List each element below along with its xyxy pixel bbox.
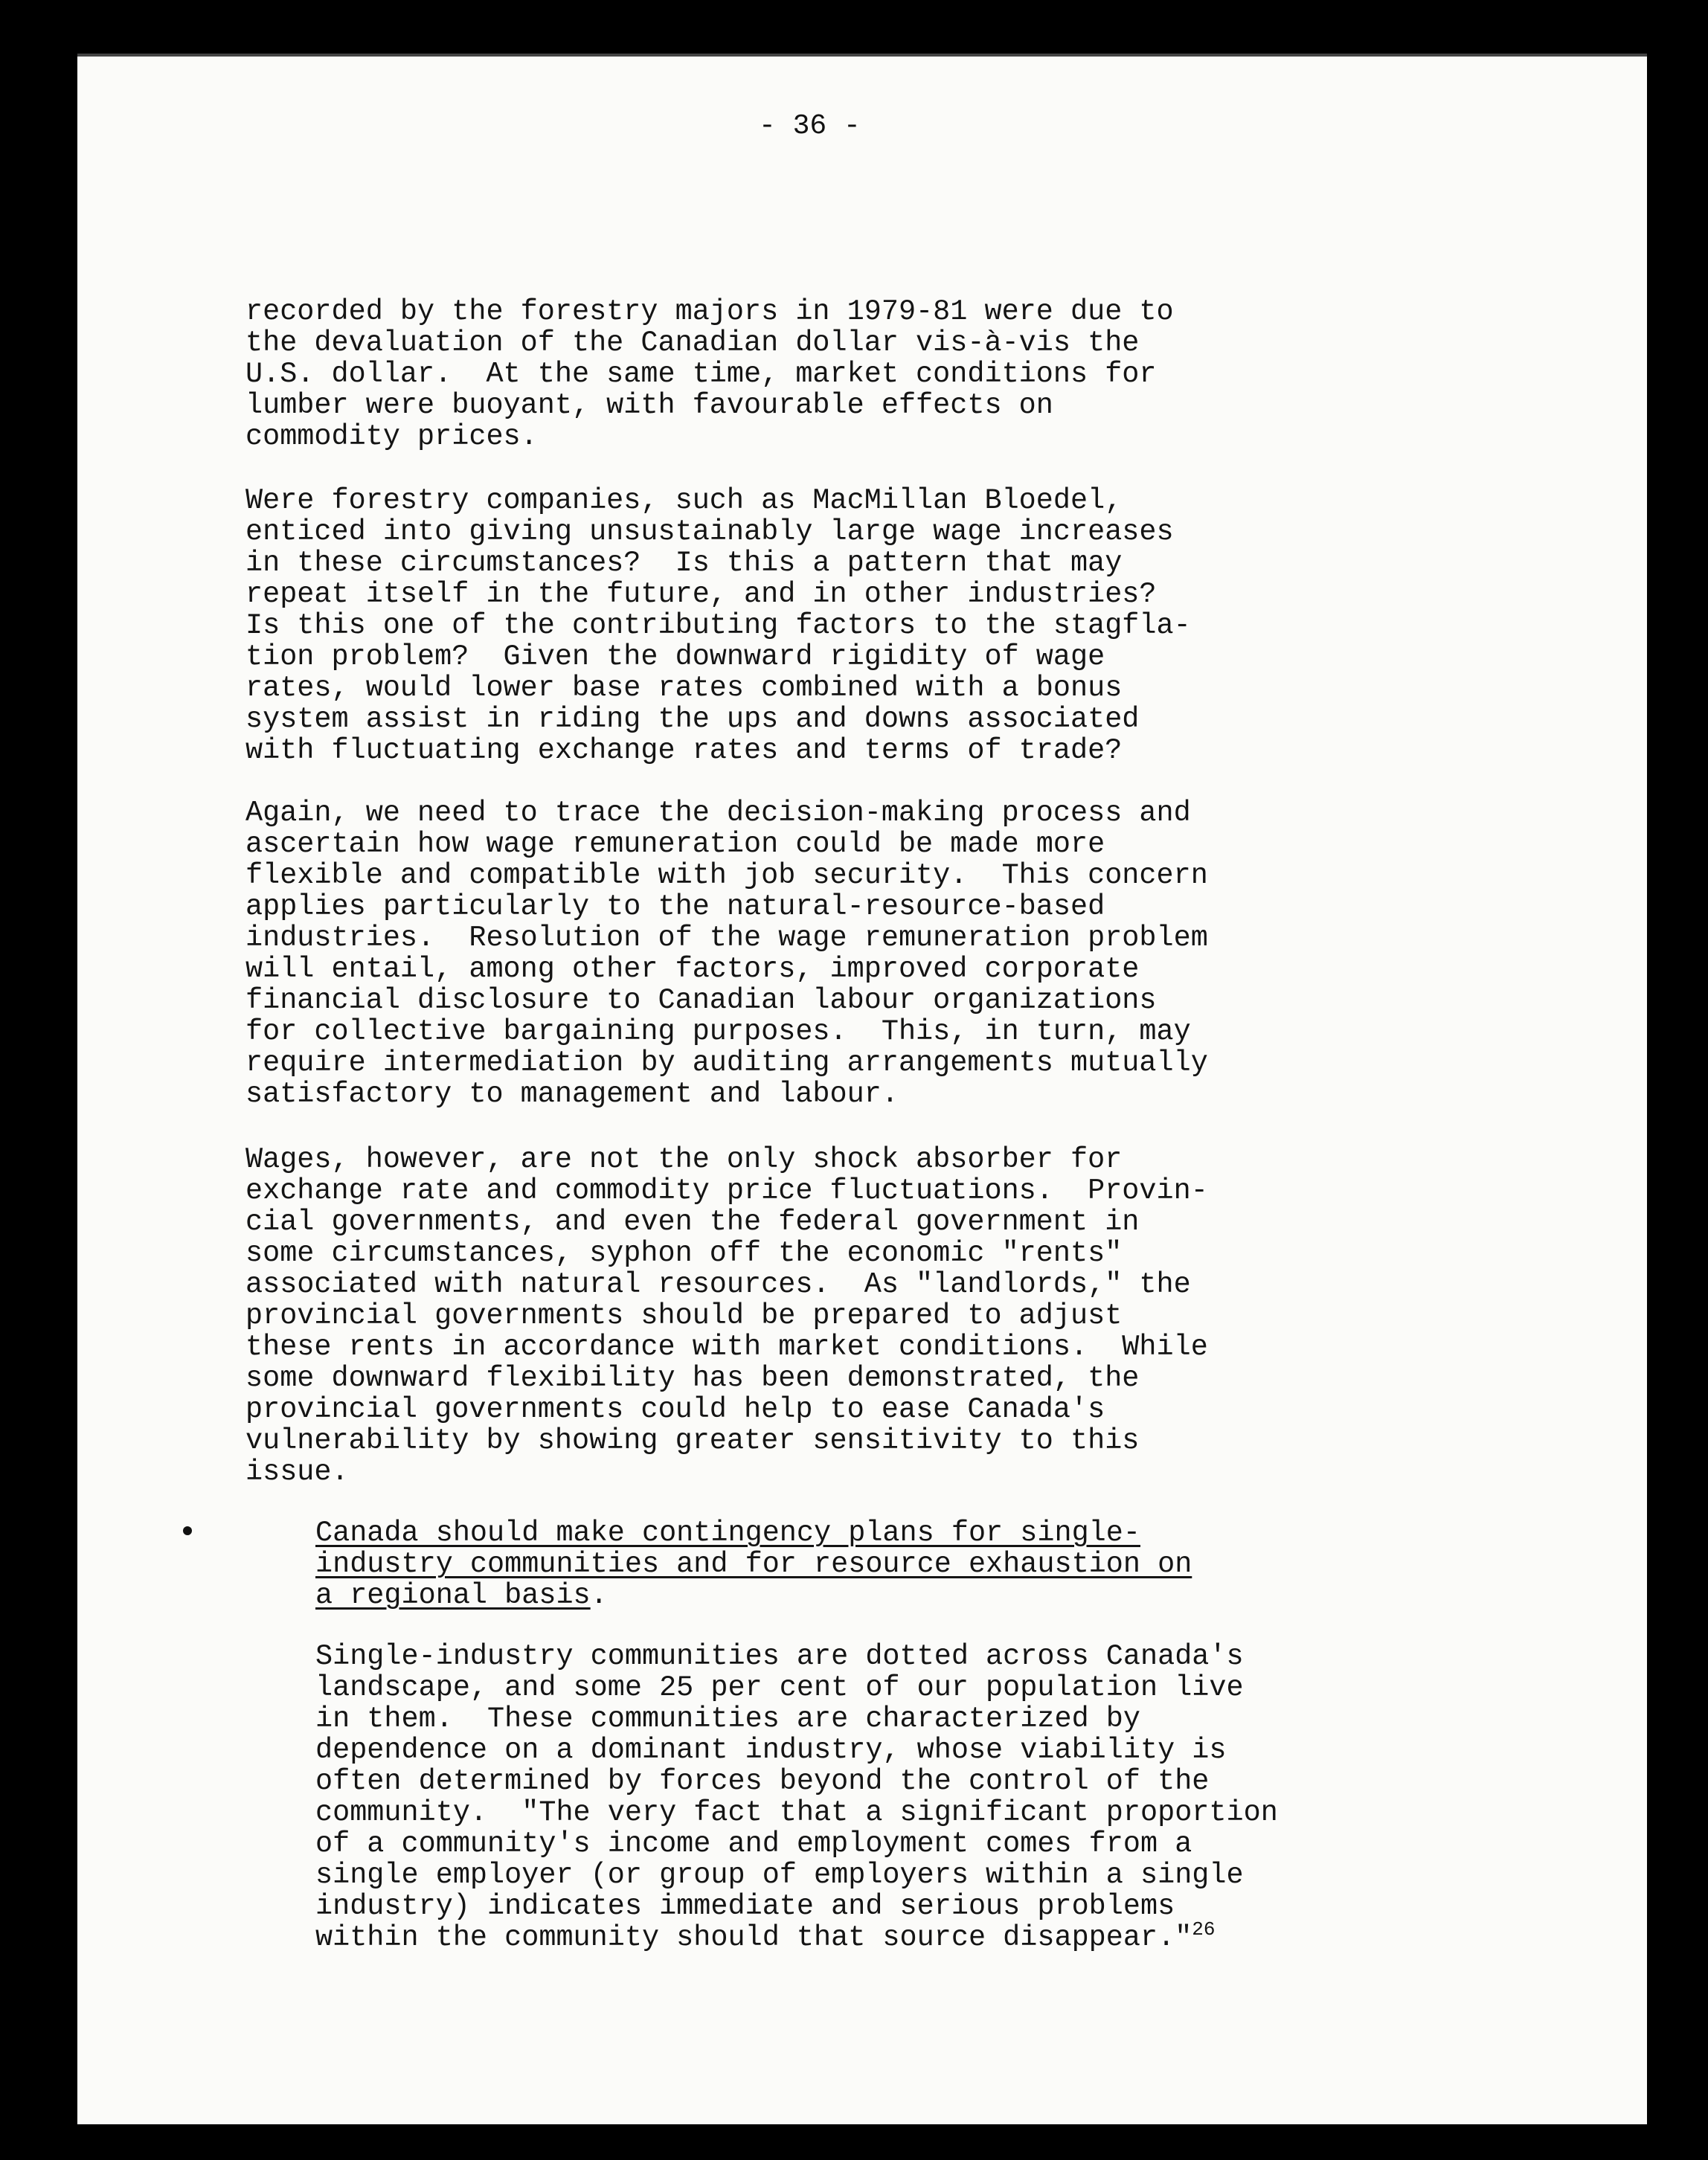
text-line: exchange rate and commodity price fluctuations. Provin- [245, 1174, 1208, 1207]
text-line: require intermediation by auditing arrangements mutually [245, 1047, 1208, 1079]
text-line: of a community's income and employment comes from a [315, 1828, 1192, 1860]
text-line: vulnerability by showing greater sensitivity to this [245, 1424, 1140, 1457]
text-line: some downward flexibility has been demonstrated, the [245, 1362, 1140, 1395]
text-line: system assist in riding the ups and downs associated [245, 703, 1140, 736]
recommendation-heading [315, 1517, 1416, 1611]
text-line: these rents in accordance with market conditions. While [245, 1331, 1208, 1363]
text-line: often determined by forces beyond the control of the [315, 1765, 1210, 1798]
text-line: Again, we need to trace the decision-making process and [245, 797, 1191, 829]
paragraph-exchange-rate [245, 296, 1406, 452]
footnote-reference: 26 [1192, 1918, 1216, 1941]
text-line: U.S. dollar. At the same time, market conditions for [245, 358, 1157, 390]
text-line: the devaluation of the Canadian dollar vis-à-vis the [245, 327, 1140, 359]
text-line: financial disclosure to Canadian labour organizations [245, 984, 1157, 1017]
paragraph-wage-questions [245, 485, 1406, 766]
paragraph-provincial-rents [245, 1144, 1406, 1488]
period-mark: . [590, 1579, 608, 1612]
text-line: enticed into giving unsustainably large wage increases [245, 515, 1174, 548]
text-line: provincial governments should be prepared to adjust [245, 1299, 1123, 1332]
text-line: community. "The very fact that a significant proportion [315, 1796, 1278, 1829]
text-line: with fluctuating exchange rates and terms of trade? [245, 734, 1123, 767]
text-line-segment: within the community should that source disappear." [315, 1921, 1192, 1954]
text-line: in them. These communities are characterized by [315, 1703, 1140, 1735]
text-line: will entail, among other factors, improved corporate [245, 953, 1140, 986]
text-line: rates, would lower base rates combined with a bonus [245, 672, 1123, 704]
paragraph-decision-making [245, 797, 1406, 1110]
text-line [315, 1918, 1416, 1955]
text-line: in these circumstances? Is this a pattern that may [245, 547, 1123, 579]
text-line: Were forestry companies, such as MacMillan Bloedel, [245, 484, 1123, 517]
text-line: provincial governments could help to ease Canada's [245, 1393, 1105, 1426]
text-line: landscape, and some 25 per cent of our population live [315, 1671, 1244, 1704]
bullet-point [183, 1526, 192, 1535]
text-line: flexible and compatible with job security. This concern [245, 859, 1208, 892]
text-line: tion problem? Given the downward rigidity of wage [245, 640, 1105, 673]
text-line: ascertain how wage remuneration could be made more [245, 828, 1105, 861]
page-number: - 36 - [759, 110, 861, 142]
text-line: single employer (or group of employers within a single [315, 1859, 1244, 1891]
text-line: Wages, however, are not the only shock absorber for [245, 1143, 1123, 1176]
text-line [315, 1580, 1416, 1611]
text-line: repeat itself in the future, and in other industries? [245, 578, 1157, 611]
text-line-segment: a regional basis [315, 1579, 591, 1612]
text-line: satisfactory to management and labour. [245, 1078, 899, 1110]
text-line: applies particularly to the natural-resource-based [245, 890, 1105, 923]
text-line: recorded by the forestry majors in 1979-81 were due to [245, 295, 1174, 328]
text-line: associated with natural resources. As "landlords," the [245, 1268, 1191, 1301]
text-line: lumber were buoyant, with favourable effects on [245, 389, 1053, 422]
text-line: commodity prices. [245, 420, 538, 453]
text-line: industry communities and for resource exhaustion on [315, 1548, 1192, 1581]
text-line: cial governments, and even the federal government in [245, 1206, 1140, 1238]
text-line: Is this one of the contributing factors to the stagfla- [245, 609, 1191, 642]
text-line: industry) indicates immediate and serious problems [315, 1890, 1175, 1923]
paragraph-single-industry [315, 1641, 1416, 1955]
text-line: for collective bargaining purposes. This, in turn, may [245, 1015, 1191, 1048]
text-line: some circumstances, syphon off the economic "rents" [245, 1237, 1123, 1270]
text-line: dependence on a dominant industry, whose viability is [315, 1734, 1227, 1767]
text-line: Canada should make contingency plans for single- [315, 1517, 1140, 1549]
text-line: industries. Resolution of the wage remuneration problem [245, 922, 1208, 954]
text-line: issue. [245, 1456, 349, 1488]
text-line: Single-industry communities are dotted across Canada's [315, 1640, 1244, 1673]
